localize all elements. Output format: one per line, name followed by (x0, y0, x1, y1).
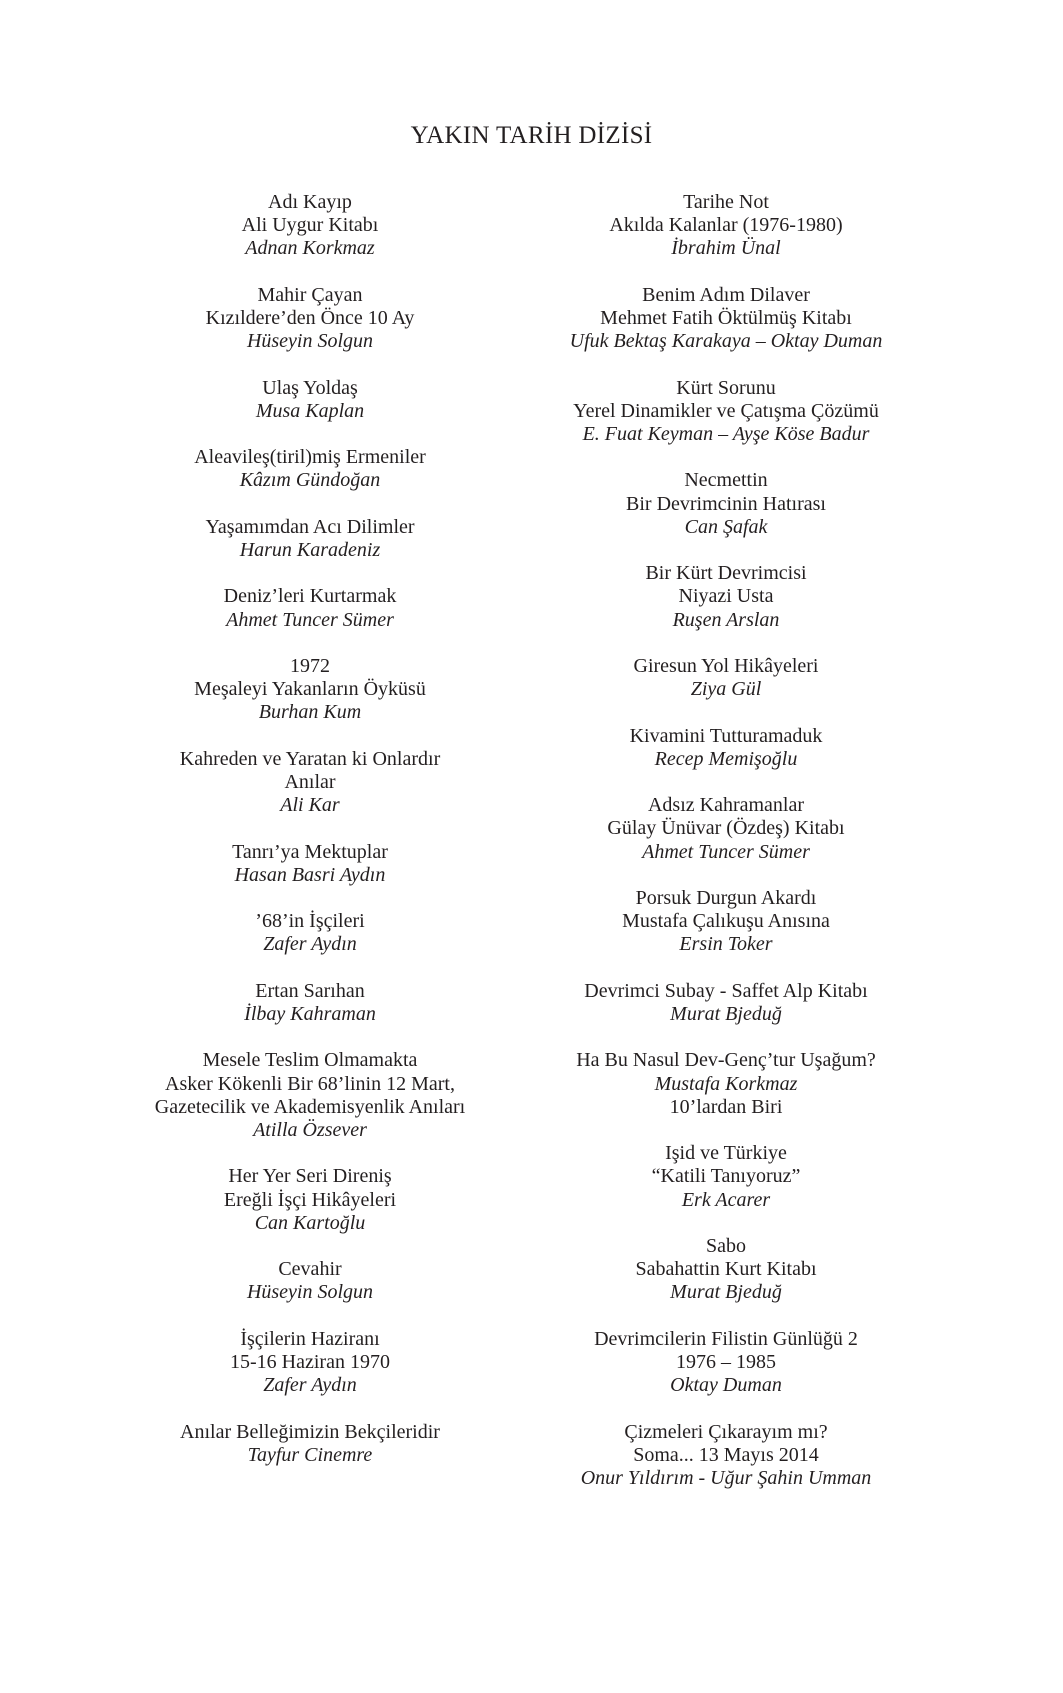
book-entry (491, 469, 961, 539)
book-entry (491, 1049, 961, 1119)
book-author: Erk Acarer (681, 1188, 771, 1211)
book-title-line: Sabahattin Kurt Kitabı (635, 1258, 817, 1281)
book-title-line: Mesele Teslim Olmamakta (202, 1049, 418, 1072)
book-title-line: Adsız Kahramanlar (647, 794, 805, 817)
book-title-line: Sabo (706, 1234, 746, 1257)
book-title-line: Ertan Sarıhan (255, 979, 365, 1002)
book-title-line: Kahreden ve Yaratan ki Onlardır (179, 747, 441, 770)
book-author: Murat Bjeduğ (670, 1281, 782, 1304)
book-title-line: Kivamini Tutturamaduk (629, 724, 823, 747)
book-title-line: Mustafa Çalıkuşu Anısına (622, 910, 830, 933)
book-entry (491, 1235, 961, 1305)
book-author: Onur Yıldırım - Uğur Şahin Umman (580, 1466, 872, 1489)
book-title-line: Devrimci Subay - Saffet Alp Kitabı (584, 979, 868, 1002)
book-entry (75, 748, 545, 818)
book-title-line: Işid ve Türkiye (665, 1142, 787, 1165)
book-entry (491, 725, 961, 771)
book-title-line: Porsuk Durgun Akardı (635, 886, 817, 909)
book-title-line: Kürt Sorunu (676, 376, 776, 399)
book-author: Ahmet Tuncer Sümer (226, 608, 394, 631)
book-author: İlbay Kahraman (244, 1002, 376, 1025)
book-title-line: Necmettin (684, 469, 768, 492)
book-title-line: Adı Kayıp (268, 191, 352, 213)
book-author: Kâzım Gündoğan (239, 469, 381, 492)
book-author: Musa Kaplan (255, 399, 365, 422)
book-entry (75, 284, 545, 354)
book-entry (491, 1328, 961, 1398)
book-title-line: Akılda Kalanlar (1976-1980) (609, 214, 843, 237)
book-author: Oktay Duman (670, 1374, 782, 1397)
book-title-line: Aleavileş(tiril)miş Ermeniler (194, 446, 426, 469)
book-author: Ziya Gül (690, 678, 762, 701)
book-title-line: Meşaleyi Yakanların Öyküsü (194, 678, 426, 701)
book-entry (75, 1049, 545, 1142)
book-title-line: Gülay Ünüvar (Özdeş) Kitabı (607, 817, 845, 840)
book-entry (491, 794, 961, 864)
book-author: Zafer Aydın (263, 1374, 357, 1397)
book-entry (491, 980, 961, 1026)
book-title-line: 15-16 Haziran 1970 (230, 1350, 390, 1373)
book-entry (75, 446, 545, 492)
book-title-line: Ulaş Yoldaş (262, 376, 358, 399)
book-title-line: Tanrı’ya Mektuplar (232, 840, 388, 863)
book-title-line: Ali Uygur Kitabı (241, 214, 379, 237)
book-title-line: Asker Kökenli Bir 68’linin 12 Mart, (165, 1072, 455, 1095)
book-author: Murat Bjeduğ (670, 1002, 782, 1025)
book-title-line: ’68’in İşçileri (255, 910, 365, 933)
left-column (75, 191, 545, 1490)
book-author: Ahmet Tuncer Sümer (642, 840, 810, 863)
book-author: Can Kartoğlu (254, 1211, 366, 1234)
book-title-line: Gazetecilik ve Akademisyenlik Anıları (154, 1095, 466, 1118)
page-title: YAKIN TARİH DİZİSİ (410, 122, 653, 149)
book-author: Atilla Özsever (253, 1118, 367, 1141)
book-title-line: Çizmeleri Çıkarayım mı? (624, 1420, 828, 1443)
book-author: Ersin Toker (679, 933, 773, 956)
book-author: Can Şafak (684, 515, 768, 538)
book-author: Mustafa Korkmaz (654, 1072, 798, 1095)
book-entry (491, 655, 961, 701)
book-title-line: Yaşamımdan Acı Dilimler (205, 515, 415, 538)
book-entry (491, 284, 961, 354)
book-entry (75, 1258, 545, 1304)
book-entry (491, 887, 961, 957)
book-author: İbrahim Ünal (671, 237, 781, 260)
book-title-line: 1972 (290, 654, 330, 677)
book-title-line: Ereğli İşçi Hikâyeleri (223, 1188, 397, 1211)
book-author: Recep Memişoğlu (654, 747, 798, 770)
book-entry (491, 377, 961, 447)
book-entry (75, 191, 545, 261)
book-title-line: Deniz’leri Kurtarmak (223, 585, 397, 608)
book-title-line: Devrimcilerin Filistin Günlüğü 2 (594, 1327, 858, 1350)
book-title-line: Mahir Çayan (257, 283, 363, 306)
book-author: Harun Karadeniz (239, 538, 381, 561)
book-title-line: 1976 – 1985 (676, 1350, 776, 1373)
book-author: Hüseyin Solgun (246, 1281, 374, 1304)
book-title-line: İşçilerin Haziranı (240, 1327, 380, 1350)
book-entry (75, 516, 545, 562)
right-column (491, 191, 961, 1513)
book-title-line: Kızıldere’den Önce 10 Ay (205, 307, 415, 329)
book-entry (75, 1328, 545, 1398)
book-subtitle-line: 10’lardan Biri (669, 1095, 783, 1118)
book-author: Ruşen Arslan (672, 608, 780, 631)
book-author: Hüseyin Solgun (246, 330, 374, 353)
book-title-line: Bir Kürt Devrimcisi (645, 562, 807, 585)
book-title-line: Niyazi Usta (678, 585, 774, 608)
book-entry (491, 1142, 961, 1212)
book-entry (75, 585, 545, 631)
book-title-line: Benim Adım Dilaver (642, 283, 810, 306)
book-entry (491, 562, 961, 632)
book-entry (75, 1165, 545, 1235)
book-title-line: Cevahir (278, 1258, 342, 1281)
book-title-line: Her Yer Seri Direniş (228, 1165, 392, 1188)
book-title-line: Bir Devrimcinin Hatırası (626, 492, 826, 515)
book-entry (75, 377, 545, 423)
book-title-line: Yerel Dinamikler ve Çatışma Çözümü (573, 399, 879, 422)
book-title-line: Soma... 13 Mayıs 2014 (633, 1443, 819, 1466)
book-title-line: Ha Bu Nasul Dev-Genç’tur Uşağum? (576, 1049, 876, 1072)
book-entry (75, 910, 545, 956)
book-entry (75, 1421, 545, 1467)
book-title-line: “Katili Tanıyoruz” (651, 1165, 801, 1188)
book-author: Ufuk Bektaş Karakaya – Oktay Duman (569, 330, 883, 353)
book-author: Adnan Korkmaz (245, 237, 375, 260)
book-entry (491, 191, 961, 261)
book-entry (75, 841, 545, 887)
book-title-line: Anılar (284, 770, 336, 793)
book-entry (75, 980, 545, 1026)
book-entry (75, 655, 545, 725)
book-author: Zafer Aydın (263, 933, 357, 956)
book-author: Burhan Kum (258, 701, 362, 724)
book-title-line: Mehmet Fatih Öktülmüş Kitabı (600, 307, 852, 329)
book-title-line: Giresun Yol Hikâyeleri (633, 654, 819, 677)
book-author: Ali Kar (280, 794, 340, 817)
book-author: Tayfur Cinemre (247, 1443, 373, 1466)
book-title-line: Tarihe Not (683, 191, 769, 213)
book-author: E. Fuat Keyman – Ayşe Köse Badur (582, 423, 870, 445)
book-author: Hasan Basri Aydın (234, 863, 386, 886)
book-entry (491, 1421, 961, 1491)
book-title-line: Anılar Belleğimizin Bekçileridir (180, 1420, 440, 1443)
